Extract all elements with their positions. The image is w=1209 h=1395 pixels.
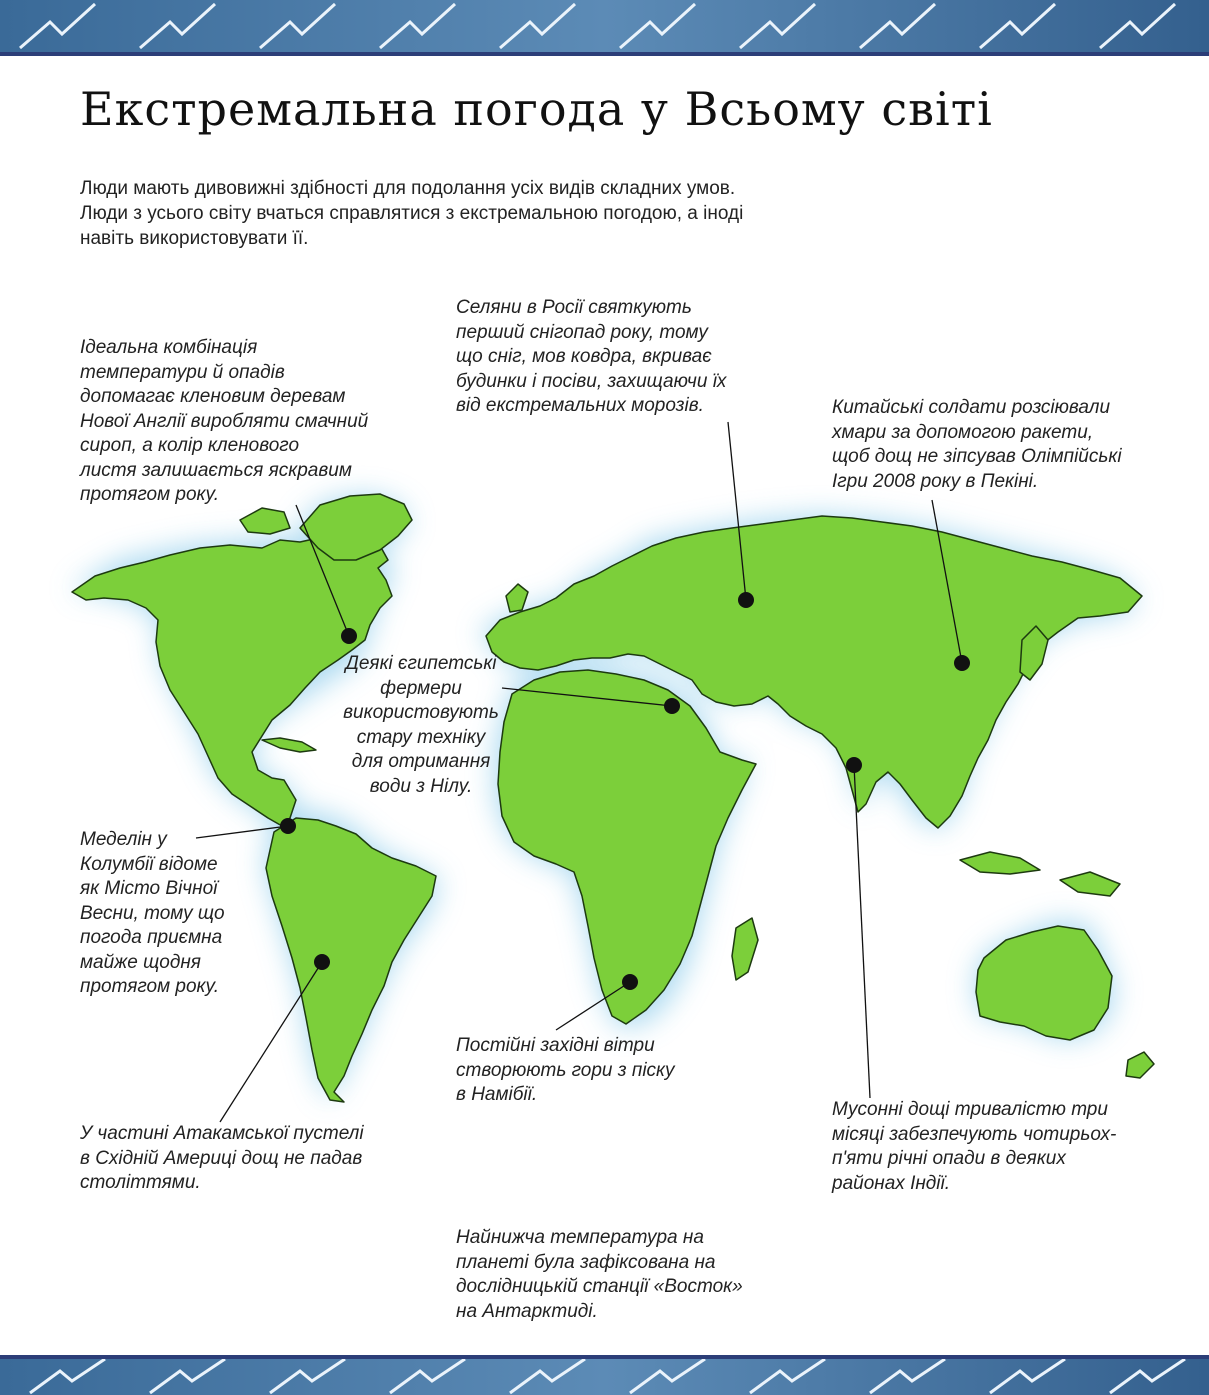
note-line: Деякі єгипетські xyxy=(345,653,497,674)
note-line: перший снігопад року, тому xyxy=(456,321,708,343)
note-line: на Антарктиді. xyxy=(456,1300,598,1322)
note-line: води з Нілу. xyxy=(369,775,473,797)
page-title: Екстремальна погода у Всьому світі xyxy=(80,82,993,136)
note-line: п'яти річні опади в деяких xyxy=(832,1148,1066,1169)
note-line: Нової Англії виробляти смачний xyxy=(80,410,369,432)
madagascar xyxy=(732,918,758,980)
note-line: сироп, а колір кленового xyxy=(80,435,300,456)
note-new-england xyxy=(80,336,368,508)
marker-beijing xyxy=(954,655,970,671)
marker-new-england xyxy=(341,628,357,644)
note-egypt xyxy=(326,652,516,799)
note-line: хмари за допомогою ракети, xyxy=(832,421,1094,443)
note-india xyxy=(832,1098,1116,1196)
new-guinea xyxy=(1060,872,1120,896)
marker-india xyxy=(846,757,862,773)
australia xyxy=(976,926,1112,1040)
note-line: протягом року. xyxy=(80,484,219,505)
note-line: Ігри 2008 року в Пекіні. xyxy=(832,470,1039,492)
bottom-decorative-band xyxy=(0,1355,1209,1395)
marker-medellin xyxy=(280,818,296,834)
note-line: протягом року. xyxy=(80,976,219,997)
note-line: місяці забезпечують чотирьох- xyxy=(832,1123,1117,1145)
note-line: Мусонні дощі тривалістю три xyxy=(832,1099,1108,1120)
note-line: стару техніку xyxy=(356,726,486,748)
note-line: допомагає кленовим деревам xyxy=(80,386,346,407)
note-line: планеті була зафіксована на xyxy=(456,1251,716,1273)
marker-egypt xyxy=(664,698,680,714)
marker-atacama xyxy=(314,954,330,970)
note-line: Ідеальна комбінація xyxy=(80,337,258,358)
note-line: Селяни в Росії святкують xyxy=(456,297,692,318)
marker-namibia xyxy=(622,974,638,990)
note-line: Колумбії відоме xyxy=(80,853,218,875)
note-line: для отримання xyxy=(351,751,491,772)
intro-line: навіть використовувати її. xyxy=(80,228,309,249)
new-zealand xyxy=(1126,1052,1154,1078)
note-line: листя залишається яскравим xyxy=(80,459,352,481)
indonesia xyxy=(960,852,1040,874)
note-line: Найнижча температура на xyxy=(456,1227,704,1248)
note-line: Весни, тому що xyxy=(80,902,225,924)
note-line: погода приємна xyxy=(80,927,223,948)
note-line: щоб дощ не зіпсував Олімпійські xyxy=(832,446,1122,467)
note-line: Китайські солдати розсіювали xyxy=(832,397,1111,418)
intro-line: Люди з усього світу вчаться справлятися з екстремальною погодою, а іноді xyxy=(80,203,744,224)
note-line: як Місто Вічної xyxy=(80,878,218,899)
note-line: в Намібії. xyxy=(456,1084,538,1105)
note-line: що сніг, мов ковдра, вкриває xyxy=(456,346,712,367)
note-line: дослідницькій станції «Восток» xyxy=(456,1276,743,1297)
note-line: використовують xyxy=(343,702,499,723)
note-line: Постійні західні вітри xyxy=(456,1035,655,1056)
note-medellin xyxy=(80,828,225,1000)
note-line: створюють гори з піску xyxy=(456,1059,675,1081)
note-line: від екстремальних морозів. xyxy=(456,395,704,416)
canadian-islands xyxy=(240,508,290,534)
note-atacama xyxy=(80,1122,364,1196)
note-line: районах Індії. xyxy=(832,1172,951,1194)
intro-line: Люди мають дивовижні здібності для подолання усіх видів складних умов. xyxy=(80,178,736,199)
note-line: будинки і посіви, захищаючи їх xyxy=(456,370,727,392)
note-line: температури й опадів xyxy=(80,361,285,383)
note-line: фермери xyxy=(380,677,462,699)
note-line: століттями. xyxy=(80,1172,201,1193)
note-line: У частині Атакамської пустелі xyxy=(80,1123,364,1144)
marker-russia xyxy=(738,592,754,608)
note-china xyxy=(832,396,1122,494)
note-namibia xyxy=(456,1034,675,1108)
note-line: в Східній Америці дощ не падав xyxy=(80,1147,363,1169)
uk-isles xyxy=(506,584,528,612)
note-line: Меделін у xyxy=(80,829,167,850)
caribbean-islands xyxy=(262,738,316,752)
note-line: майже щодня xyxy=(80,951,201,973)
note-vostok xyxy=(456,1226,743,1324)
note-russia xyxy=(456,296,726,419)
